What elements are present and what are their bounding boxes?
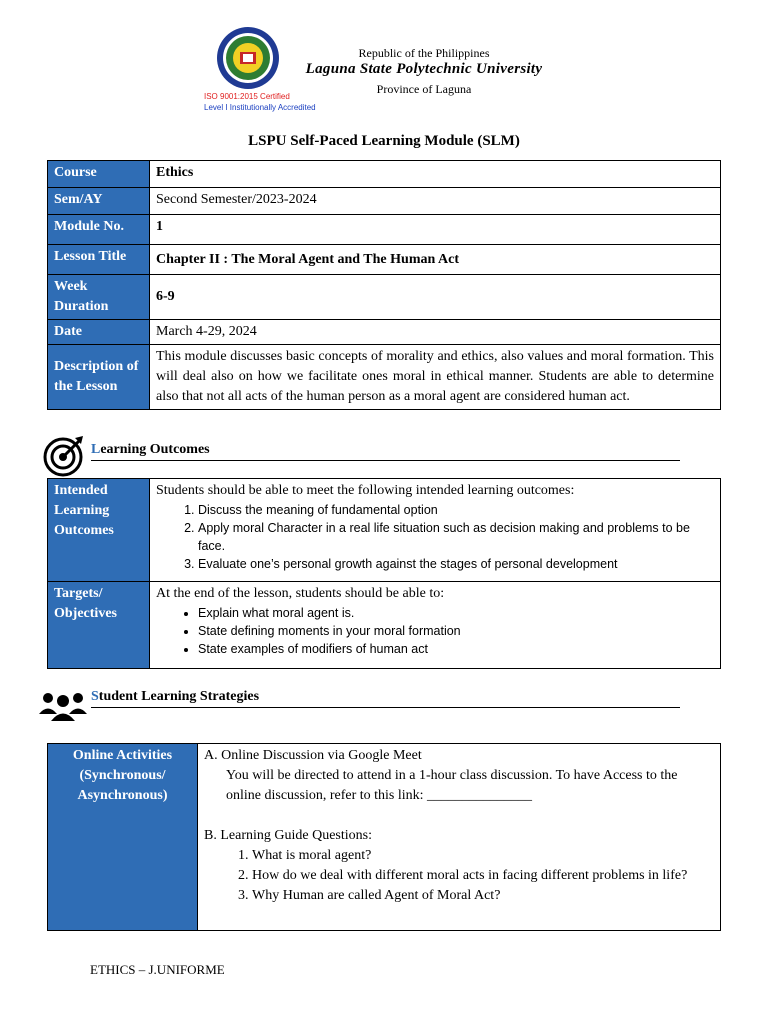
footer-text: ETHICS – J.UNIFORME: [90, 962, 225, 977]
target-icon: [42, 435, 86, 477]
activity-a-text: You will be directed to attend in a 1-hour class discussion. To have Access to the online discussion, refer to this link: _______________: [226, 768, 678, 803]
province-text: Province of Laguna: [376, 82, 472, 96]
lesson-value: Chapter II : The Moral Agent and The Human Act: [150, 245, 721, 275]
module-label: Module No.: [48, 215, 150, 245]
list-item: 1. Discuss the meaning of fundamental option: [198, 501, 714, 519]
description-label: Description of the Lesson: [48, 345, 150, 410]
learning-outcomes-table: [47, 478, 721, 669]
activity-b-title: B. Learning Guide Questions:: [204, 828, 372, 843]
activity-a-title: A. Online Discussion via Google Meet: [204, 748, 422, 763]
list-item: 3. Evaluate one’s personal growth against the stages of personal development: [198, 555, 714, 573]
online-activities-cell: [198, 744, 721, 931]
list-item: 2. How do we deal with different moral acts in facing different problems in life?: [252, 866, 714, 886]
module-title: LSPU Self-Paced Learning Module (SLM): [248, 133, 520, 149]
online-activities-label: Online Activities (Synchronous/ Asynchronous): [48, 744, 198, 931]
list-item: • Explain what moral agent is.: [198, 604, 714, 622]
sem-label: Sem/AY: [48, 188, 150, 215]
university-name: Laguna State Polytechnic University: [305, 61, 543, 77]
section-divider: [91, 460, 680, 461]
accreditation-text: Level I Institutionally Accredited: [204, 103, 316, 112]
date-value: March 4-29, 2024: [150, 320, 721, 345]
intended-list: [156, 501, 714, 573]
strategies-table: [47, 743, 721, 931]
course-info-table: [47, 160, 721, 410]
course-label: Course: [48, 161, 150, 188]
republic-text: Republic of the Philippines: [358, 46, 490, 60]
intended-outcomes-cell: [150, 479, 721, 582]
list-item: • State examples of modifiers of human act: [198, 640, 714, 658]
list-item: 2. Apply moral Character in a real life situation such as decision making and problems to be face.: [198, 519, 714, 555]
course-value: Ethics: [150, 161, 721, 188]
targets-cell: [150, 582, 721, 669]
intended-intro: Students should be able to meet the following intended learning outcomes:: [156, 483, 575, 498]
section-divider: [91, 707, 680, 708]
people-group-icon: [38, 690, 88, 722]
list-item: 3. Why Human are called Agent of Moral Act?: [252, 886, 714, 906]
module-value: 1: [150, 215, 721, 245]
guide-questions-list: [204, 846, 714, 906]
learning-outcomes-heading: Learning Outcomes: [91, 442, 210, 457]
week-value: 6-9: [150, 275, 721, 320]
targets-list: [156, 604, 714, 658]
strategies-heading: Student Learning Strategies: [91, 689, 260, 704]
lesson-label: Lesson Title: [48, 245, 150, 275]
iso-certification: ISO 9001:2015 Certified: [204, 92, 290, 101]
targets-intro: At the end of the lesson, students should be able to:: [156, 586, 445, 601]
intended-outcomes-label: Intended Learning Outcomes: [48, 479, 150, 582]
sem-value: Second Semester/2023-2024: [150, 188, 721, 215]
list-item: 1. What is moral agent?: [252, 846, 714, 866]
week-label: Week Duration: [48, 275, 150, 320]
targets-label: Targets/ Objectives: [48, 582, 150, 669]
date-label: Date: [48, 320, 150, 345]
description-value: This module discusses basic concepts of morality and ethics, also values and moral formation. This will deal also on how we facilitate ones moral in ethical manner. Students are able to determine also that not all acts of the human person as a moral agent are considered human act.: [150, 345, 721, 410]
list-item: • State defining moments in your moral formation: [198, 622, 714, 640]
